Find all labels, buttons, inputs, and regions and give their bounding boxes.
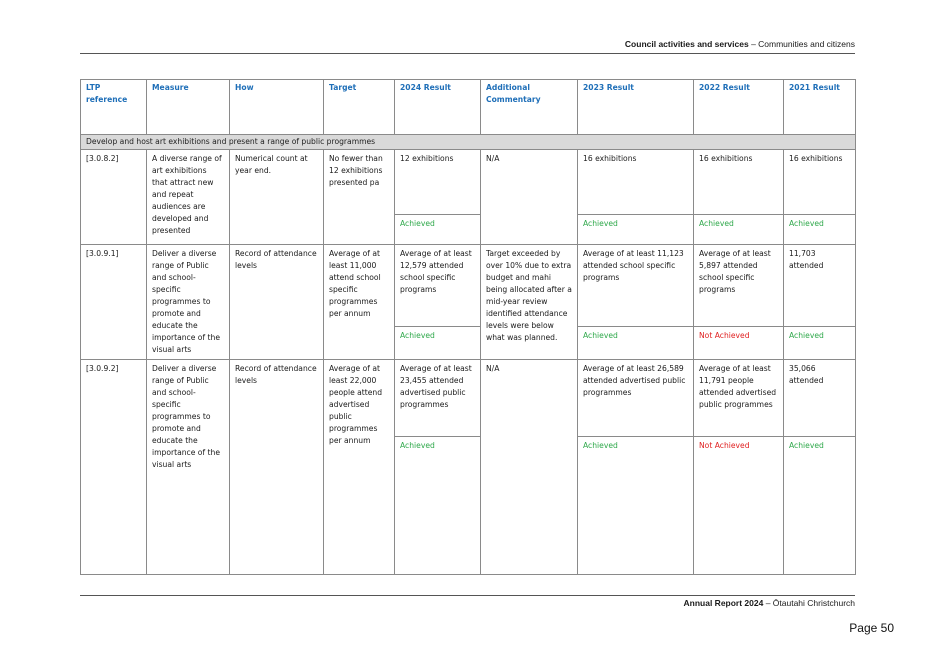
section-row [81, 135, 856, 150]
performance-table [80, 79, 856, 575]
section-title: Develop and host art exhibitions and present a range of public programmes [81, 135, 856, 150]
footer-divider [80, 595, 855, 596]
table-header-row [81, 80, 856, 135]
col-header-2023-result: 2023 Result [578, 80, 694, 135]
status-2023: Achieved [578, 326, 694, 360]
page-header [80, 39, 855, 49]
status-2023: Achieved [578, 437, 694, 575]
col-header-2021-result: 2021 Result [784, 80, 856, 135]
cell-2022-result: 16 exhibitions [694, 150, 784, 215]
cell-2021-result: 35,066 attended [784, 360, 856, 437]
status-2024: Achieved [395, 215, 481, 245]
cell-2023-result: Average of at least 26,589 attended advertised public programmes [578, 360, 694, 437]
cell-ltp-reference: [3.0.9.2] [81, 360, 147, 575]
cell-additional-commentary: N/A [481, 150, 578, 245]
cell-2024-result: Average of at least 12,579 attended school specific programs [395, 245, 481, 327]
col-header-additional-commentary: Additional Commentary [481, 80, 578, 135]
cell-2021-result: 16 exhibitions [784, 150, 856, 215]
cell-measure: A diverse range of art exhibitions that attract new and repeat audiences are developed and presented [147, 150, 230, 245]
col-header-2022-result: 2022 Result [694, 80, 784, 135]
cell-2024-result: 12 exhibitions [395, 150, 481, 215]
cell-additional-commentary: N/A [481, 360, 578, 575]
cell-2021-result: 11,703 attended [784, 245, 856, 327]
cell-2024-result: Average of at least 23,455 attended advertised public programmes [395, 360, 481, 437]
status-2021: Achieved [784, 437, 856, 575]
cell-2022-result: Average of at least 11,791 people attended advertised public programmes [694, 360, 784, 437]
cell-2022-result: Average of at least 5,897 attended school specific programs [694, 245, 784, 327]
cell-how: Record of attendance levels [230, 245, 324, 360]
status-2021: Achieved [784, 215, 856, 245]
cell-target: Average of at least 22,000 people attend advertised public programmes per annum [324, 360, 395, 575]
table-row [81, 245, 856, 327]
status-2022: Not Achieved [694, 326, 784, 360]
col-header-measure: Measure [147, 80, 230, 135]
table-row [81, 360, 856, 437]
cell-measure: Deliver a diverse range of Public and school-specific programmes to promote and educate the importance of the visual arts [147, 245, 230, 360]
status-2022: Achieved [694, 215, 784, 245]
status-2024: Achieved [395, 326, 481, 360]
col-header-2024-result: 2024 Result [395, 80, 481, 135]
cell-measure: Deliver a diverse range of Public and school-specific programmes to promote and educate the importance of the visual arts [147, 360, 230, 575]
footer-location: – Ōtautahi Christchurch [763, 598, 855, 608]
status-2023: Achieved [578, 215, 694, 245]
header-section-title: Council activities and services [624, 39, 749, 49]
cell-ltp-reference: [3.0.9.1] [81, 245, 147, 360]
status-2022: Not Achieved [694, 437, 784, 575]
col-header-target: Target [324, 80, 395, 135]
cell-2023-result: 16 exhibitions [578, 150, 694, 215]
page-footer [80, 598, 855, 608]
status-2024: Achieved [395, 437, 481, 575]
header-divider [80, 53, 855, 54]
col-header-ltp-reference: LTP reference [81, 80, 147, 135]
cell-2023-result: Average of at least 11,123 attended school specific programs [578, 245, 694, 327]
header-subsection: – Communities and citizens [748, 39, 855, 49]
col-header-how: How [230, 80, 324, 135]
cell-target: Average of at least 11,000 attend school specific programmes per annum [324, 245, 395, 360]
cell-target: No fewer than 12 exhibitions presented pa [324, 150, 395, 245]
status-2021: Achieved [784, 326, 856, 360]
cell-how: Numerical count at year end. [230, 150, 324, 245]
table-row [81, 150, 856, 215]
cell-how: Record of attendance levels [230, 360, 324, 575]
page-number: Page 50 [849, 621, 894, 635]
footer-report-title: Annual Report 2024 [683, 598, 764, 608]
cell-ltp-reference: [3.0.8.2] [81, 150, 147, 245]
cell-additional-commentary: Target exceeded by over 10% due to extra budget and mahi being allocated after a mid-year review identified attendance levels were below what was planned. [481, 245, 578, 360]
